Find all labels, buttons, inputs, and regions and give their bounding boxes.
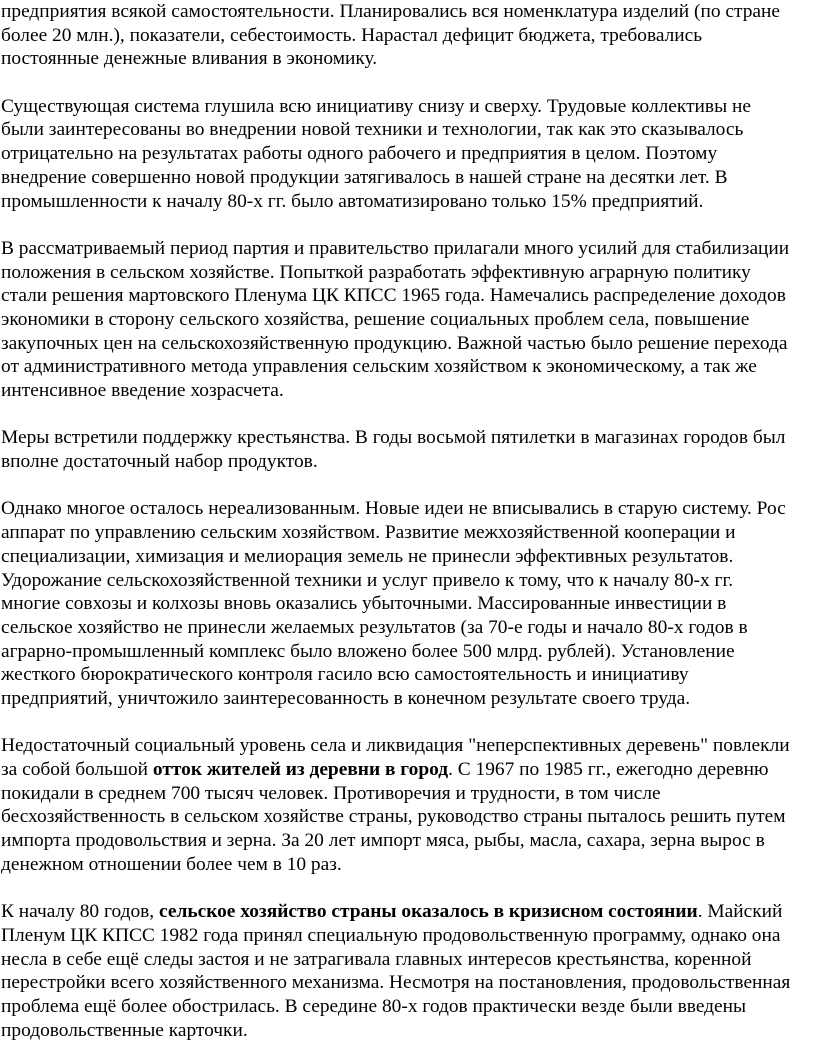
text-line [1, 924, 812, 948]
text-segment: жесткого бюрократического контроля гасило всю самостоятельность и инициативу [1, 664, 689, 686]
paragraph-gap [1, 71, 812, 95]
text-segment: К началу 80 годов, [1, 901, 159, 923]
paragraph [1, 900, 812, 1042]
text-line [1, 805, 812, 829]
paragraph [1, 497, 812, 710]
text-segment: стали решения мартовского Пленума ЦК КПСС 1965 года. Намечались распределение доходов [1, 285, 786, 307]
text-segment: от административного метода управления сельским хозяйством к экономическому, а так же [1, 356, 757, 378]
text-segment: аграрно-промышленный комплекс было вложено более 500 млрд. рублей). Установление [1, 640, 735, 662]
text-segment: проблема ещё более обострилась. В середине 80-х годов практически везде были введены [1, 995, 747, 1017]
text-line [1, 782, 812, 806]
text-segment: Пленум ЦК КПСС 1982 года принял специальную продовольственную программу, однако она [1, 924, 781, 946]
text-line [1, 284, 812, 308]
text-segment: В рассматриваемый период партия и правительство прилагали много усилий для стабилизации [1, 237, 790, 259]
paragraph [1, 734, 812, 876]
text-line [1, 1019, 812, 1042]
text-line [1, 190, 812, 214]
text-segment: импорта продовольствия и зерна. За 20 лет импорт мяса, рыбы, масла, сахара, зерна вырос в [1, 830, 765, 852]
text-line [1, 0, 812, 24]
text-segment: бесхозяйственность в сельском хозяйстве страны, руководство страны пыталось решить путем [1, 806, 786, 828]
text-segment: покидали в среднем 700 тысяч человек. Противоречия и трудности, в том числе [1, 782, 661, 804]
paragraph-gap [1, 474, 812, 498]
text-segment: Удорожание сельскохозяйственной техники и услуг привело к тому, что к началу 80-х гг. [1, 569, 734, 591]
text-segment: положения в сельском хозяйстве. Попыткой разработать эффективную аграрную политику [1, 261, 751, 283]
text-segment: предприятий, уничтожило заинтересованность в конечном результате своего труда. [1, 687, 691, 709]
text-segment: . Майский [697, 901, 783, 923]
text-line [1, 948, 812, 972]
text-line [1, 569, 812, 593]
text-line [1, 355, 812, 379]
text-line [1, 616, 812, 640]
text-segment: отрицательно на результатах работы одного рабочего и предприятия в целом. Поэтому [1, 143, 718, 165]
text-line [1, 497, 812, 521]
text-line [1, 308, 812, 332]
text-segment: несла в себе ещё следы застоя и не затрагивала главных интересов крестьянства, коренной [1, 948, 752, 970]
text-line [1, 853, 812, 877]
text-segment: многие совхозы и колхозы вновь оказались убыточными. Массированные инвестиции в [1, 593, 727, 615]
text-segment: за собой большой [1, 759, 153, 780]
text-line [1, 379, 812, 403]
text-segment: были заинтересованы во внедрении новой техники и технологии, так как это сказывалось [1, 119, 744, 141]
text-segment: продовольственные карточки. [1, 1019, 248, 1041]
text-line [1, 521, 812, 545]
text-segment: внедрение совершенно новой продукции затягивалось в нашей стране на десятки лет. В [1, 166, 728, 188]
text-segment: Меры встретили поддержку крестьянства. В годы восьмой пятилетки в магазинах городов был [1, 427, 786, 449]
paragraph-gap [1, 213, 812, 237]
text-line [1, 332, 812, 356]
text-segment: Однако многое осталось нереализованным. Новые идеи не вписывались в старую систему. Рос [1, 498, 786, 520]
text-line [1, 663, 812, 687]
text-line [1, 592, 812, 616]
text-segment: специализации, химизация и мелиорация земель не принесли эффективных результатов. [1, 545, 734, 567]
text-segment: экономики в сторону сельского хозяйства, решение социальных проблем села, повышение [1, 308, 750, 330]
text-line [1, 995, 812, 1019]
text-line [1, 687, 812, 711]
text-segment: перестройки всего хозяйственного механизма. Несмотря на постановления, продовольственная [1, 972, 791, 994]
text-line [1, 24, 812, 48]
paragraph [1, 95, 812, 213]
text-line [1, 640, 812, 664]
text-segment: вполне достаточный набор продуктов. [1, 451, 318, 473]
text-segment: предприятия всякой самостоятельности. Планировались вся номенклатура изделий (по стране [1, 1, 780, 22]
text-line [1, 47, 812, 71]
text-segment: более 20 млн.), показатели, себестоимость. Нарастал дефицит бюджета, требовались [1, 24, 703, 46]
text-line [1, 758, 812, 782]
text-segment: Существующая система глушила всю инициативу снизу и сверху. Трудовые коллективы не [1, 95, 751, 117]
text-segment: аппарат по управлению сельским хозяйством. Развитие межхозяйственной кооперации и [1, 522, 736, 544]
text-line [1, 142, 812, 166]
paragraph-gap [1, 711, 812, 735]
text-line [1, 95, 812, 119]
text-segment: сельское хозяйство не принесли желаемых результатов (за 70-е годы и начало 80-х годов в [1, 616, 748, 638]
bold-text-segment: сельское хозяйство страны оказалось в кризисном состоянии [159, 901, 698, 923]
text-segment: закупочных цен на сельскохозяйственную продукцию. Важной частью было решение перехода [1, 332, 788, 354]
text-line [1, 829, 812, 853]
text-line [1, 900, 812, 924]
text-line [1, 166, 812, 190]
text-line [1, 971, 812, 995]
text-segment: денежном отношении более чем в 10 раз. [1, 853, 342, 875]
paragraph-gap [1, 876, 812, 900]
text-line [1, 450, 812, 474]
text-line [1, 426, 812, 450]
text-line [1, 237, 812, 261]
text-line [1, 734, 812, 758]
text-segment: Недостаточный социальный уровень села и ликвидация "неперспективных деревень" повлекли [1, 735, 790, 757]
bold-text-segment: отток жителей из деревни в город [152, 759, 449, 780]
paragraph [1, 237, 812, 403]
text-segment: интенсивное введение хозрасчета. [1, 380, 284, 401]
text-line [1, 545, 812, 569]
text-line [1, 261, 812, 285]
paragraph [1, 0, 812, 71]
text-segment: промышленности к началу 80-х гг. было автоматизировано только 15% предприятий. [1, 190, 704, 212]
paragraph-gap [1, 403, 812, 427]
text-line [1, 118, 812, 142]
text-segment: постоянные денежные вливания в экономику. [1, 48, 378, 70]
text-segment: . С 1967 по 1985 гг., ежегодно деревню [448, 759, 769, 780]
paragraph [1, 426, 812, 473]
